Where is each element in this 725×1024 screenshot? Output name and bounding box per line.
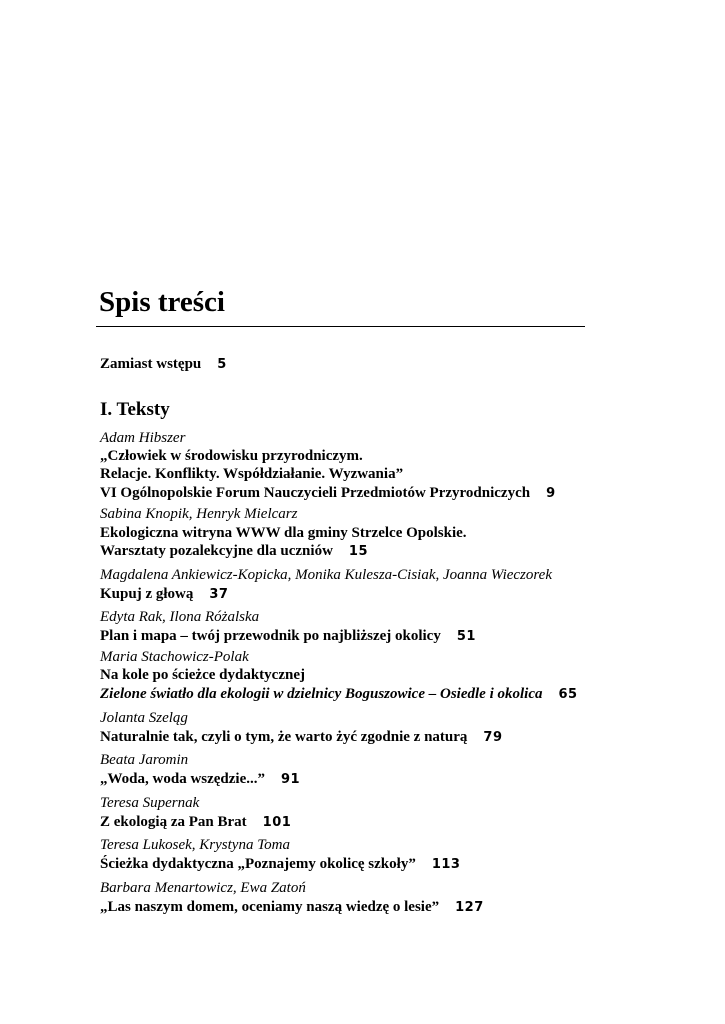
entry-author: Sabina Knopik, Henryk Mielcarz [100,506,298,522]
entry-title-line [100,855,460,874]
entry-author: Teresa Supernak [100,795,200,811]
page-title: Spis treści [99,286,225,318]
page-number: 9 [546,486,556,501]
entry-author: Beata Jaromin [100,752,189,768]
page-number: 15 [348,544,368,559]
page-number: 5 [217,357,227,372]
entry-title-text: VI Ogólnopolskie Forum Nauczycieli Przedmiotów Przyrodniczych [100,485,531,501]
entry-title-line [100,770,300,789]
entry-author: Jolanta Szeląg [100,710,188,726]
entry-author: Maria Stachowicz-Polak [100,649,249,665]
entry-title-text: „Las naszym domem, oceniamy naszą wiedzę o lesie” [100,899,440,915]
entry-title-line [100,484,556,503]
entry-author: Magdalena Ankiewicz-Kopicka, Monika Kulesza-Cisiak, Joanna Wieczorek [100,567,552,583]
entry-title-line [100,585,228,604]
entry-title-line [100,627,476,646]
entry-title-text: Naturalnie tak, czyli o tym, że warto żyć zgodnie z naturą [100,729,468,745]
page-number: 127 [455,900,484,915]
entry-title-text: Z ekologią za Pan Brat [100,814,247,830]
entry-title-text: Plan i mapa – twój przewodnik po najbliższej okolicy [100,628,441,644]
entry-title-text: Ścieżka dydaktyczna „Poznajemy okolicę szkoły” [100,856,416,872]
entry-title-line: Relacje. Konflikty. Współdziałanie. Wyzwania” [100,466,404,482]
entry-title-line [100,685,578,704]
entry-title-text: Kupuj z głową [100,586,194,602]
page-number: 101 [262,815,292,830]
entry-title-line [100,813,291,832]
entry-author: Adam Hibszer [100,430,186,446]
page-number: 51 [456,629,476,644]
entry-title-line: Na kole po ścieżce dydaktycznej [100,667,305,683]
entry-title-text: Warsztaty pozalekcyjne dla uczniów [100,543,333,559]
entry-author: Teresa Lukosek, Krystyna Toma [100,837,291,853]
entry-title-line [100,542,368,561]
page-number: 113 [431,857,461,872]
page-number: 37 [209,587,229,602]
entry-title-text: Zielone światło dla ekologii w dzielnicy Boguszowice – Osiedle i okolica [100,686,543,702]
toc-intro-label: Zamiast wstępu [100,356,202,372]
page-number: 79 [483,730,503,745]
entry-title-line [100,728,503,747]
entry-title-line [100,898,484,917]
entry-title-line: Ekologiczna witryna WWW dla gminy Strzelce Opolskie. [100,525,467,541]
page-number: 65 [558,687,578,702]
section-heading: I. Teksty [100,399,170,420]
entry-title-line: „Człowiek w środowisku przyrodniczym. [100,448,363,464]
page-number: 91 [281,772,301,787]
entry-title-text: „Woda, woda wszędzie...” [100,771,265,787]
entry-author: Edyta Rak, Ilona Różalska [100,609,260,625]
entry-author: Barbara Menartowicz, Ewa Zatoń [100,880,306,896]
toc-intro [100,355,227,374]
title-rule [96,326,585,327]
